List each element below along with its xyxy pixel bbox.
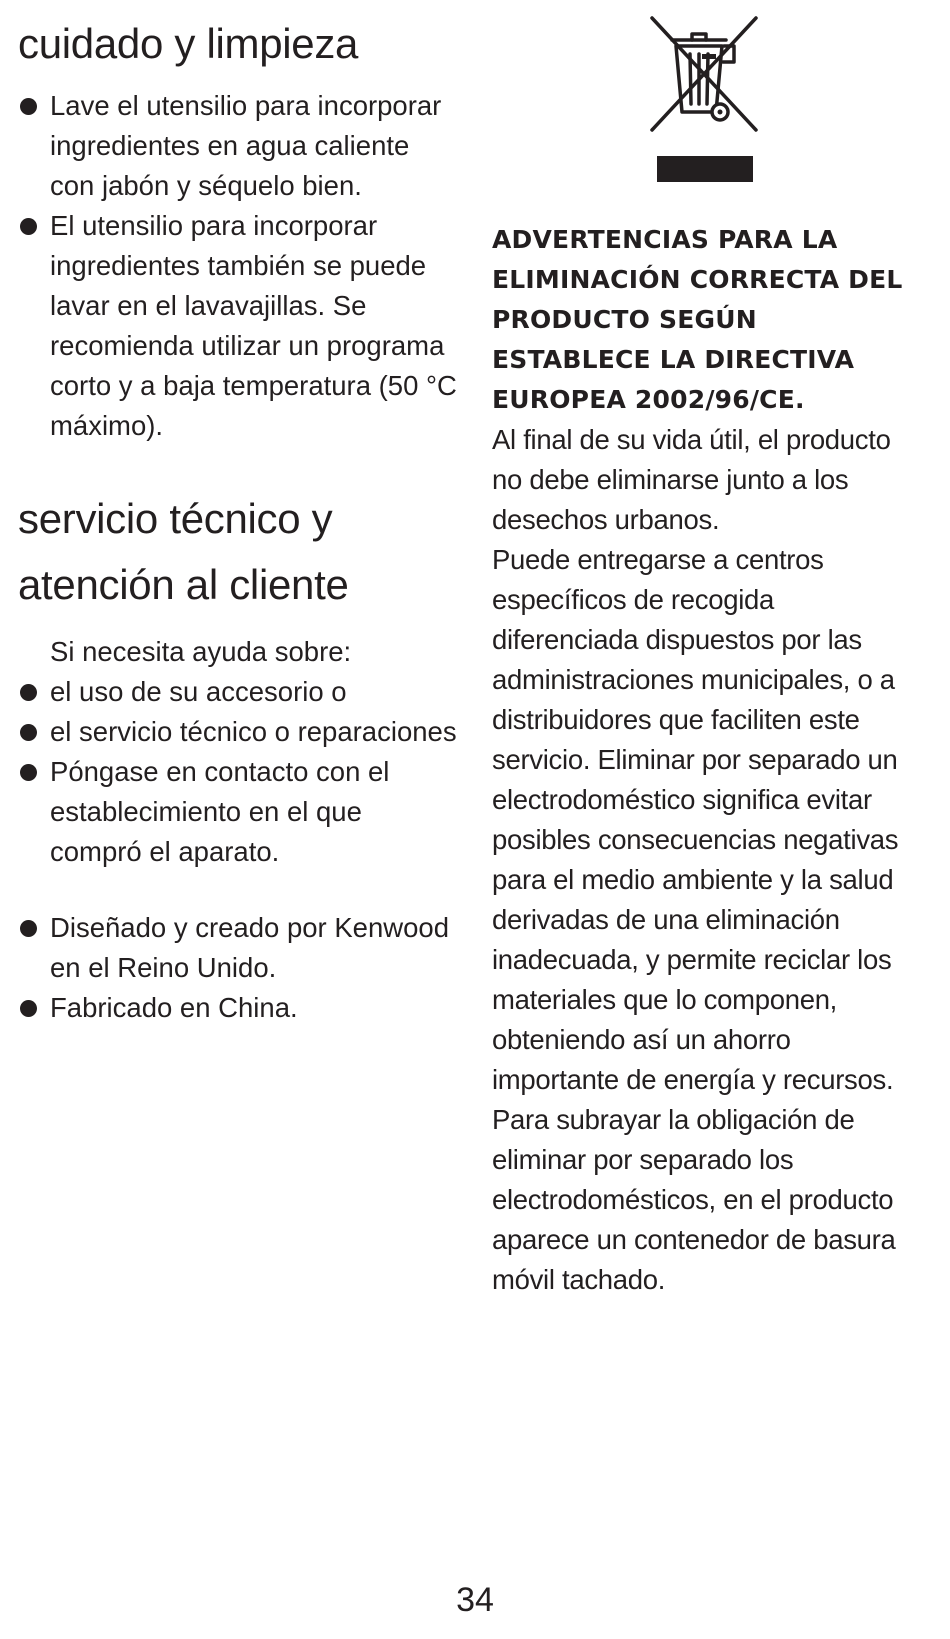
service-list <box>18 672 458 872</box>
list-item: Diseñado y creado por Kenwood en el Reino Unido. <box>18 908 458 988</box>
origin-list <box>18 908 458 1028</box>
page-number: 34 <box>456 1581 494 1619</box>
care-list <box>18 86 458 446</box>
care-title: cuidado y limpieza <box>18 20 359 67</box>
service-intro: Si necesita ayuda sobre: <box>50 636 352 667</box>
list-item: El utensilio para incorporar ingredientes también se puede lavar en el lavavajillas. Se recomienda utilizar un programa corto y a baja temperatura (50 °C máximo). <box>18 206 458 446</box>
list-item: Lave el utensilio para incorporar ingredientes en agua caliente con jabón y séquelo bien. <box>18 86 458 206</box>
list-item: el servicio técnico o reparaciones <box>18 712 458 752</box>
weee-paragraph: Puede entregarse a centros específicos de recogida diferenciada dispuestos por las administraciones municipales, o a distribuidores que faciliten este servicio. Eliminar por separado un electrodoméstico significa evitar posibles consecuencias negativas para el medio ambiente y la salud derivadas de una eliminación inadecuada, y permite reciclar los materiales que lo componen, obteniendo así un ahorro importante de energía y recursos. <box>492 544 899 1095</box>
service-title <box>18 486 458 618</box>
spacer <box>18 872 458 908</box>
weee-symbol <box>492 14 922 184</box>
black-bar <box>657 156 753 182</box>
list-item: Fabricado en China. <box>18 988 458 1028</box>
weee-paragraph: Al final de su vida útil, el producto no debe eliminarse junto a los desechos urbanos. <box>492 424 891 535</box>
service-title-line1: servicio técnico y <box>18 495 333 542</box>
list-item: el uso de su accesorio o <box>18 672 458 712</box>
weee-paragraph: Para subrayar la obligación de eliminar por separado los electrodomésticos, en el producto aparece un contenedor de basura móvil tachado. <box>492 1104 896 1295</box>
left-column <box>18 18 458 1028</box>
right-column <box>492 14 922 1300</box>
list-item: Póngase en contacto con el establecimiento en el que compró el aparato. <box>18 752 458 872</box>
crossed-out-wheelie-bin-icon <box>644 14 764 136</box>
service-title-line2: atención al cliente <box>18 561 349 608</box>
weee-heading: ADVERTENCIAS PARA LA ELIMINACIÓN CORRECTA DEL PRODUCTO SEGÚN ESTABLECE LA DIRECTIVA EUROPEA 2002/96/CE. <box>492 225 903 414</box>
